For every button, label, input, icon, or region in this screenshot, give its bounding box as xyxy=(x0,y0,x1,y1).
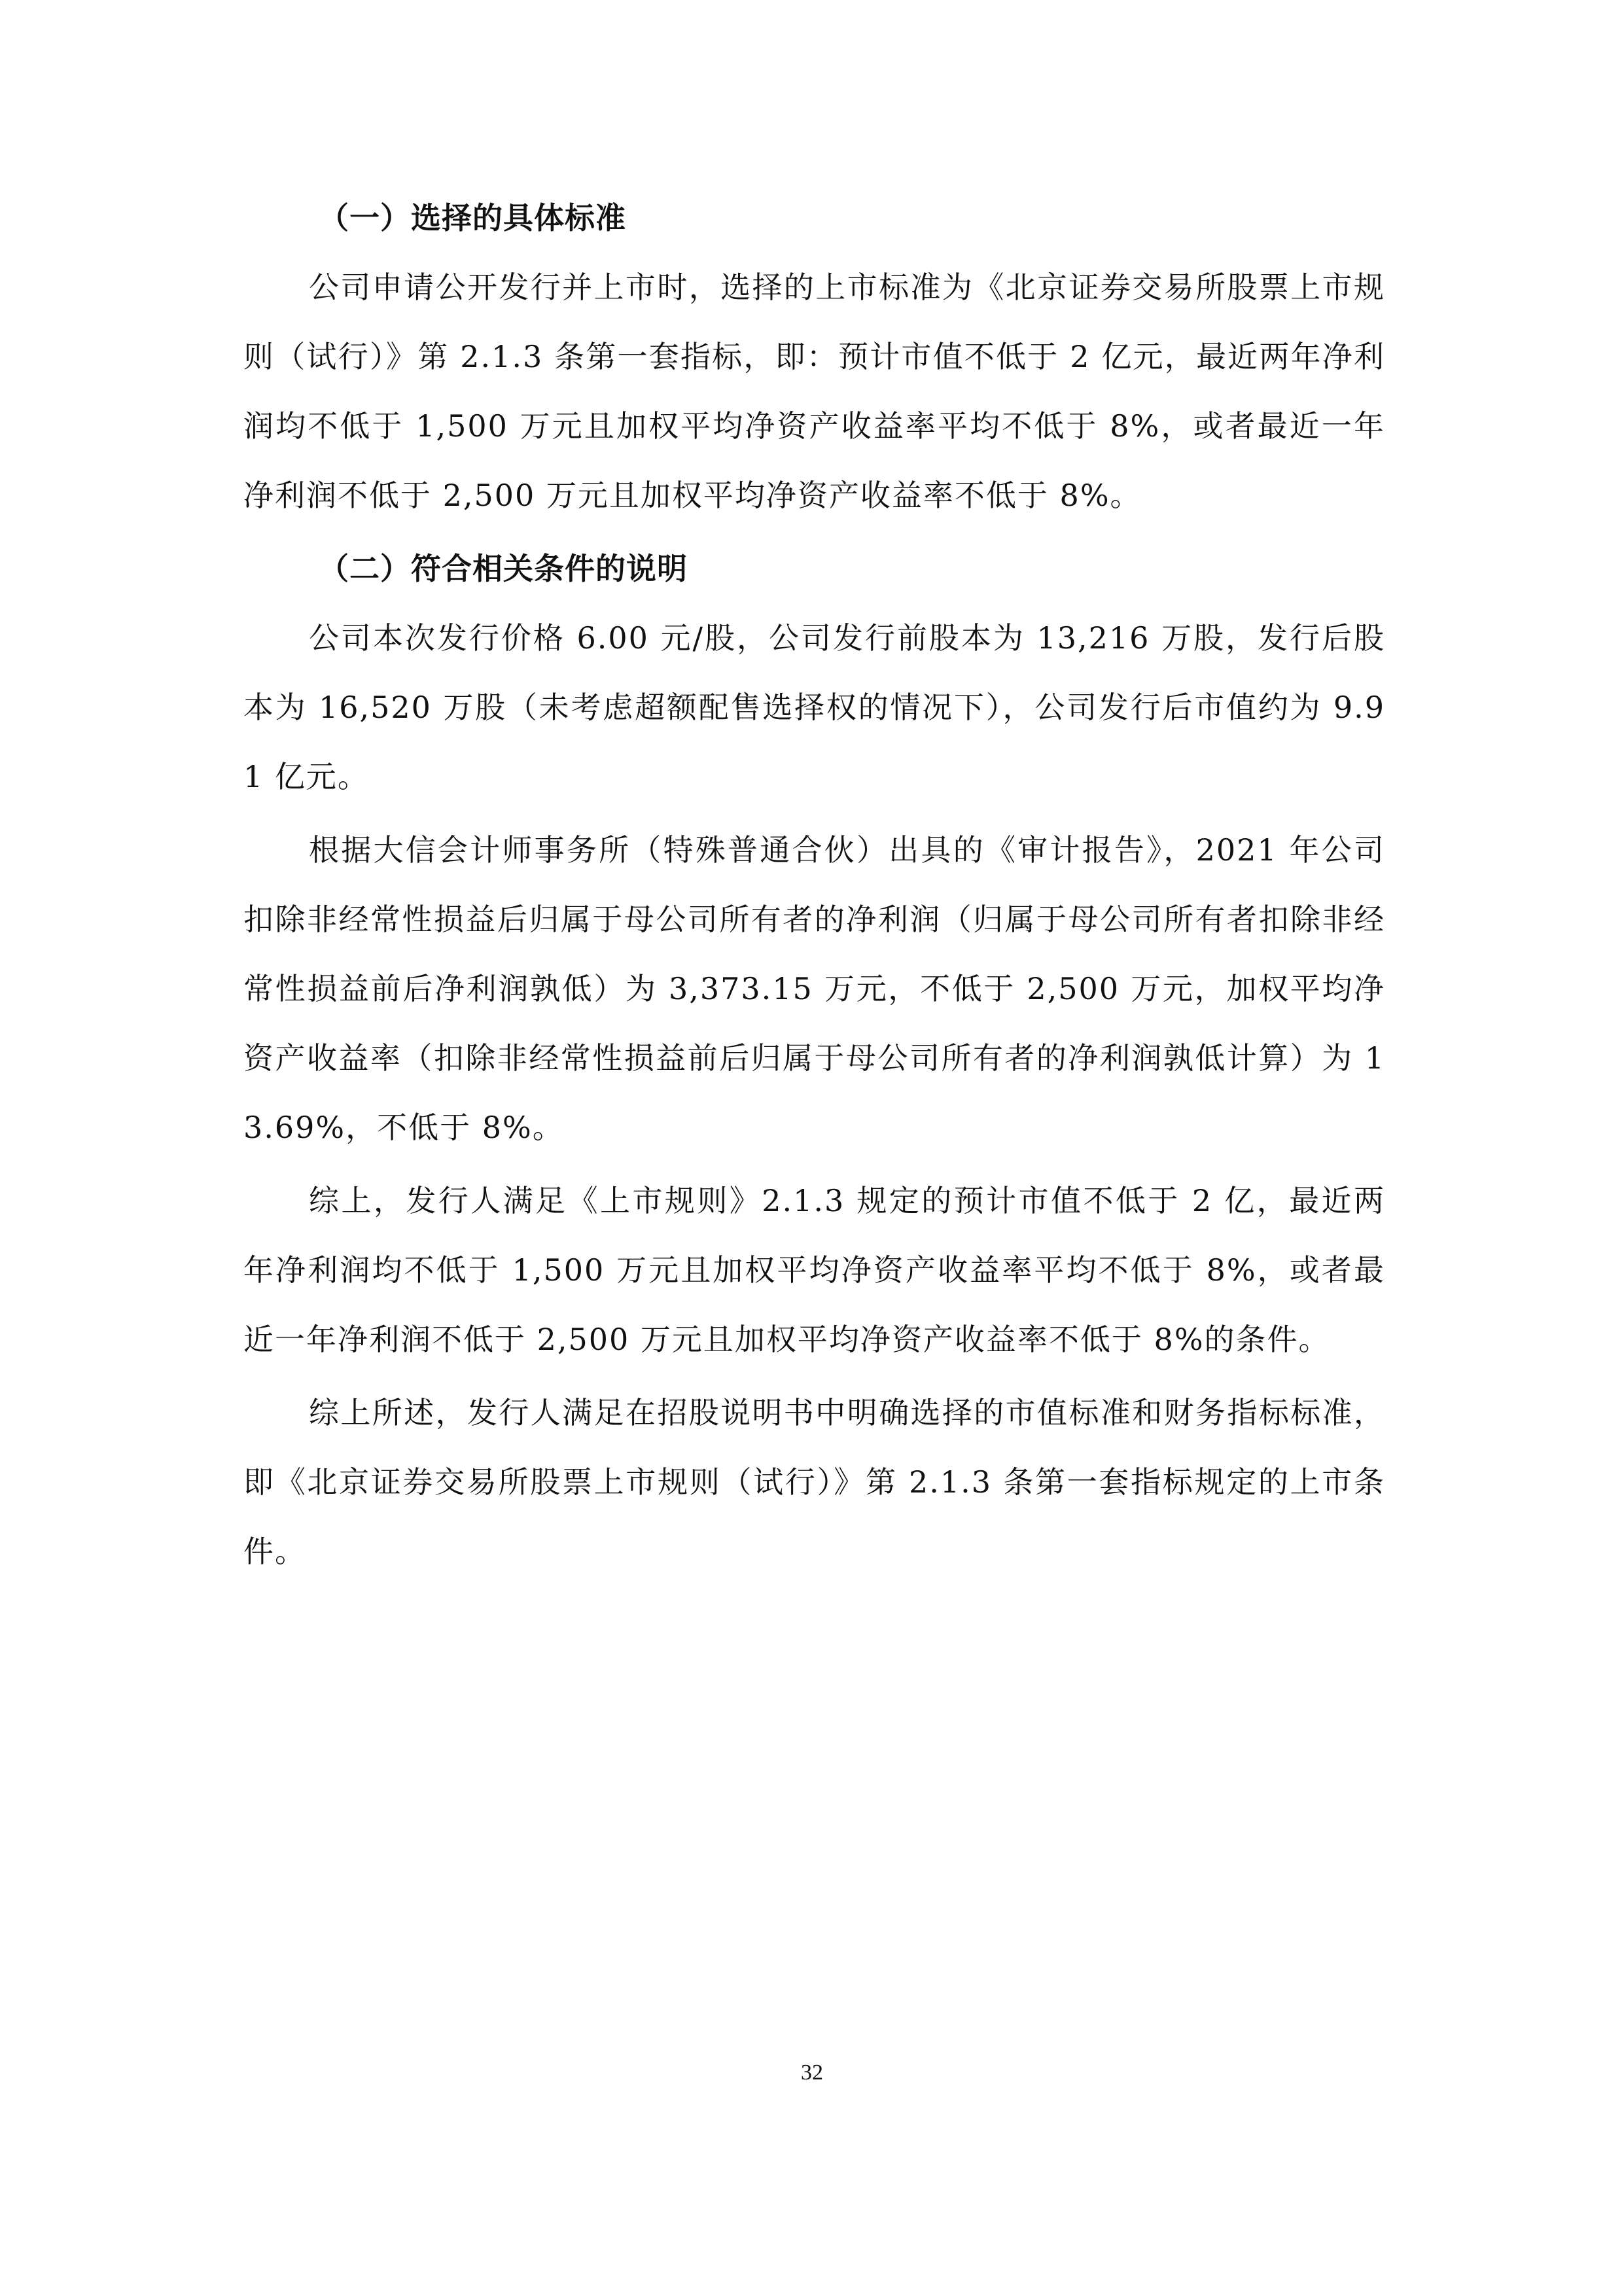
section-2-paragraph-1: 公司本次发行价格 6.00 元/股，公司发行前股本为 13,216 万股，发行后股本为 16,520 万股（未考虑超额配售选择权的情况下），公司发行后市值约为 9.91 亿元。 xyxy=(243,620,1385,794)
page-number: 32 xyxy=(801,2060,823,2085)
document-body xyxy=(243,183,1385,1586)
section-heading-1: （一）选择的具体标准 xyxy=(319,200,626,236)
section-2-paragraph-3: 综上，发行人满足《上市规则》2.1.3 规定的预计市值不低于 2 亿，最近两年净利润均不低于 1,500 万元且加权平均净资产收益率平均不低于 8%，或者最近一年净利润不低于 2,500 万元且加权平均净资产收益率不低于 8%的条件。 xyxy=(243,1183,1385,1357)
section-2-paragraph-4: 综上所述，发行人满足在招股说明书中明确选择的市值标准和财务指标标准，即《北京证券交易所股票上市规则（试行）》第 2.1.3 条第一套指标规定的上市条件。 xyxy=(243,1395,1385,1569)
section-2-paragraph-2: 根据大信会计师事务所（特殊普通合伙）出具的《审计报告》，2021 年公司扣除非经常性损益后归属于母公司所有者的净利润（归属于母公司所有者扣除非经常性损益前后净利润孰低）为 3,373.15 万元，不低于 2,500 万元，加权平均净资产收益率（扣除非经常性损益前后归属于母公司所有者的净利润孰低计算）为 13.69%，不低于 8%。 xyxy=(243,832,1385,1145)
section-1-paragraph-1: 公司申请公开发行并上市时，选择的上市标准为《北京证券交易所股票上市规则（试行）》第 2.1.3 条第一套指标，即：预计市值不低于 2 亿元，最近两年净利润均不低于 1,500 万元且加权平均净资产收益率平均不低于 8%，或者最近一年净利润不低于 2,500 万元且加权平均净资产收益率不低于 8%。 xyxy=(243,270,1385,513)
section-heading-2: （二）符合相关条件的说明 xyxy=(319,551,688,586)
